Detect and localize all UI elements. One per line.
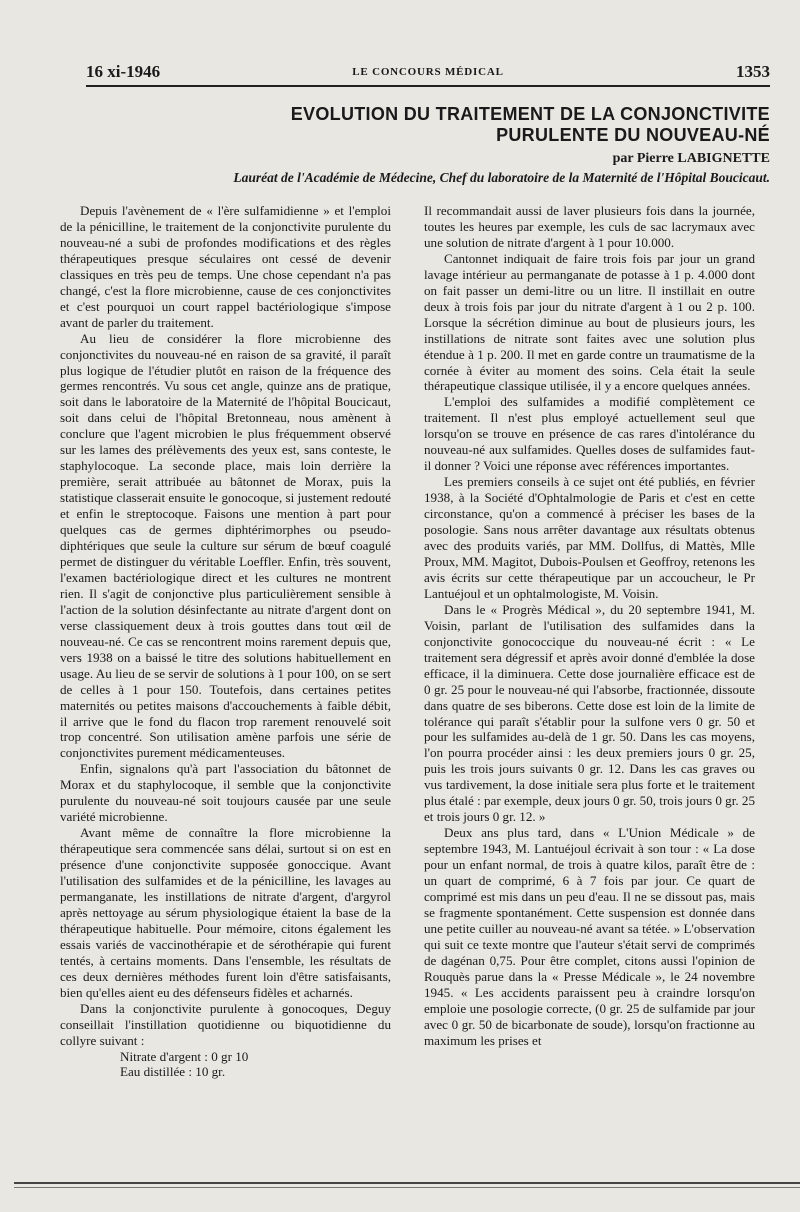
- page-bottom-rule-thin: [14, 1187, 800, 1188]
- dosage-line-2: Eau distillée : 10 gr.: [120, 1064, 226, 1080]
- paragraph: Cantonnet indiquait de faire trois fois par jour un grand lavage intérieur au permanganate de potasse à 1 p. 4.000 dont on fait passer un demi-litre ou un litre. Il instillait en outre deux à trois fois par jour du nitrate d'argent à 1 ou 2 p. 100. Lorsque la sécrétion diminue au bout de plusieurs jours, les instillations de nitrate sont faites avec une solution plus étendue à 1 p. 200. Il met en garde contre un traumatisme de la cornée à éviter au moment des soins. Cela était la seule thérapeutique classique utilisée, il y a encore quelques années.: [424, 250, 755, 394]
- paragraph: Enfin, signalons qu'à part l'association du bâtonnet de Morax et du staphylocoque, il semble que la conjonctivite purulente du nouveau-né soit toujours causée par une seule variété microbienne.: [60, 761, 391, 825]
- paragraph: Les premiers conseils à ce sujet ont été publiés, en février 1938, à la Société d'Ophtalmologie de Paris et c'est en cette circonstance, qu'on a commencé à préciser les bases de la posologie. Sans nous arrêter davantage aux résultats obtenus avec des produits variés, par MM. Dollfus, di Mattès, Mlle Proux, MM. Magitot, Dubois-Poulsen et Geoffroy, retenons les avis écrits sur cette thérapeutique par un accoucheur, le Pr Lantuéjoul et un ophtalmologiste, M. Voisin.: [424, 474, 755, 601]
- author-byline: par Pierre LABIGNETTE: [612, 151, 770, 166]
- paragraph: L'emploi des sulfamides a modifié complètement ce traitement. Il n'est plus employé actuellement seul que lorsqu'on se trouve en présence de cas rares d'intolérance du nouveau-né aux sulfamides. Quelles doses de sulfamides faut-il donner ? Voici une réponse avec références importantes.: [424, 394, 755, 474]
- paragraph: Au lieu de considérer la flore microbienne des conjonctivites du nouveau-né en raison de sa gravité, il paraît plus logique de l'étudier plutôt en raison de la fréquence des germes rencontrés. Vu sous cet angle, quinze ans de pratique, soit dans le laboratoire de la Maternité de l'hôpital Boucicaut, soit dans celui de l'hôpital Bretonneau, nous amènent à conclure que l'agent microbien le plus fréquemment observé sur les lames des prélèvements des yeux est, sans conteste, le staphylocoque. La seconde place, mais loin derrière la première, serait attribuée au bâtonnet de Morax, puis la statistique classerait ensuite le gonocoque, si justement redouté et enfin le streptocoque. Faisons une mention à part pour quelques cas de germes diphtérimorphes ou pseudo-diphtériques que seule la culture sur sérum de bœuf coagulé permet de distinguer du véritable Loeffler. Enfin, très souvent, l'examen bactériologique direct et les cultures ne montrent rien. Il s'agit de conjonctive plus particulièrement sensible à l'action de la solution désinfectante au nitrate d'argent dont on verse classiquement deux à trois gouttes dans tout œil de nouveau-né. Ce cas se rencontrent moins rarement depuis que, vers 1938 on a baissé le titre des solutions habituellement en usage. Au lieu de se servir de solutions à 1 pour 100, on se sert de celles à 1 pour 150. Toutefois, dans certaines petites maternités ou petites maisons d'accouchements à faible débit, il arrive que le fond du flacon trop rarement renouvelé soit trop concentré. Son utilisation amène parfois une série de conjonctivites purement médicamenteuses.: [60, 330, 391, 761]
- header-rule: [86, 85, 770, 87]
- article-title: [210, 104, 770, 146]
- title-line-1: EVOLUTION DU TRAITEMENT DE LA CONJONCTIVITE: [290, 104, 770, 124]
- author-affiliation: Lauréat de l'Académie de Médecine, Chef du laboratoire de la Maternité de l'Hôpital Boucicaut.: [233, 170, 770, 185]
- journal-name: LE CONCOURS MÉDICAL: [352, 66, 504, 78]
- issue-date: 16 xi-1946: [86, 62, 161, 81]
- paragraph: Il recommandait aussi de laver plusieurs fois dans la journée, toutes les heures par exemple, les culs de sac lacrymaux avec une solution de nitrate d'argent à 1 pour 10.000.: [424, 203, 755, 250]
- paragraph: Avant même de connaître la flore microbienne la thérapeutique sera commencée sans délai, surtout si on est en présence d'une conjonctivite supposée gonoccique. Avant l'utilisation des sulfamides et de la pénicilline, les lavages au permanganate, les instillations de nitrate d'argent, d'argyrol après nettoyage au sérum physiologique étaient la base de la thérapeutique habituelle. Pour mémoire, citons également les essais variés de vaccinothérapie et de sérothérapie qui furent tentés, à certains moments. Dans l'ensemble, les résultats de ces deux dernières méthodes furent loin d'être satisfaisants, bien qu'elles aient eu des défenseurs fidèles et acharnés.: [60, 825, 391, 1000]
- paragraph: Deux ans plus tard, dans « L'Union Médicale » de septembre 1943, M. Lantuéjoul écrivait à son tour : « La dose pour un enfant normal, de trois à quatre kilos, paraît être de : un quart de comprimé, 6 à 7 fois par jour. Ce quart de comprimé est mis dans un peu d'eau. Il ne se dissout pas, mais se fragmente spontanément. Cette suspension est donnée dans une petite cuiller au nouveau-né avant sa tétée. » L'observation qui suit ce texte montre que l'auteur s'était servi de comprimés de dagénan 0,75. Pour être complet, citons aussi l'opinion de Rouquès parue dans la « Presse Médicale », le 24 novembre 1945. « Les accidents paraissent peu à craindre lorsqu'on emploie une posologie correcte, (0 gr. 25 de sulfamide par jour avec 0 gr. 50 de bicarbonate de soude), lorsqu'on fractionne au maximum les prises et: [424, 825, 755, 1048]
- right-column: [424, 203, 755, 1049]
- page-number: 1353: [736, 62, 770, 81]
- paragraph: Depuis l'avènement de « l'ère sulfamidienne » et l'emploi de la pénicilline, le traitement de la conjonctivite purulente du nouveau-né a subi de profondes modifications et des règles thérapeutiques presque séculaires ont cessé de devenir classiques en très peu de temps. Une chose cependant n'a pas changé, c'est la flore microbienne, cause de ces conjonctivites et c'est pourquoi un court rappel bactériologique s'impose avant de parler du traitement.: [60, 203, 391, 330]
- paragraph: Dans la conjonctivite purulente à gonocoques, Deguy conseillait l'instillation quotidienne ou biquotidienne du collyre suivant :: [60, 1000, 391, 1048]
- title-line-2: PURULENTE DU NOUVEAU-NÉ: [496, 125, 770, 145]
- running-header: [86, 62, 770, 84]
- dosage-line-1: Nitrate d'argent : 0 gr 10: [120, 1048, 249, 1064]
- paragraph: Dans le « Progrès Médical », du 20 septembre 1941, M. Voisin, parlant de l'utilisation des sulfamides dans la conjonctivite gonococcique du nouveau-né écrit : « Le traitement sera dégressif et après avoir donné d'emblée la dose efficace, il la diminuera. Cette dose journalière efficace est de 0 gr. 25 pour le nouveau-né qui l'absorbe, fractionnée, dissoute dans quatre de ses biberons. Cette dose est loin de la limite de tolérance qui paraît s'établir pour la sulfone vers 0 gr. 50 et pour les sulfamides au-delà de 1 gr. 50. Dans les cas moyens, l'on pourra procéder ainsi : les deux premiers jours 0 gr. 25, puis les trois jours suivants 0 gr. 12. Dans les cas graves ou vus tardivement, la dose initiale sera plus forte et le traitement plus étalé : par exemple, deux jours 0 gr. 50, trois jours 0 gr. 25 et trois jours 0 gr. 12. »: [424, 601, 755, 825]
- left-column: [60, 203, 391, 1080]
- page-bottom-rule: [14, 1182, 800, 1184]
